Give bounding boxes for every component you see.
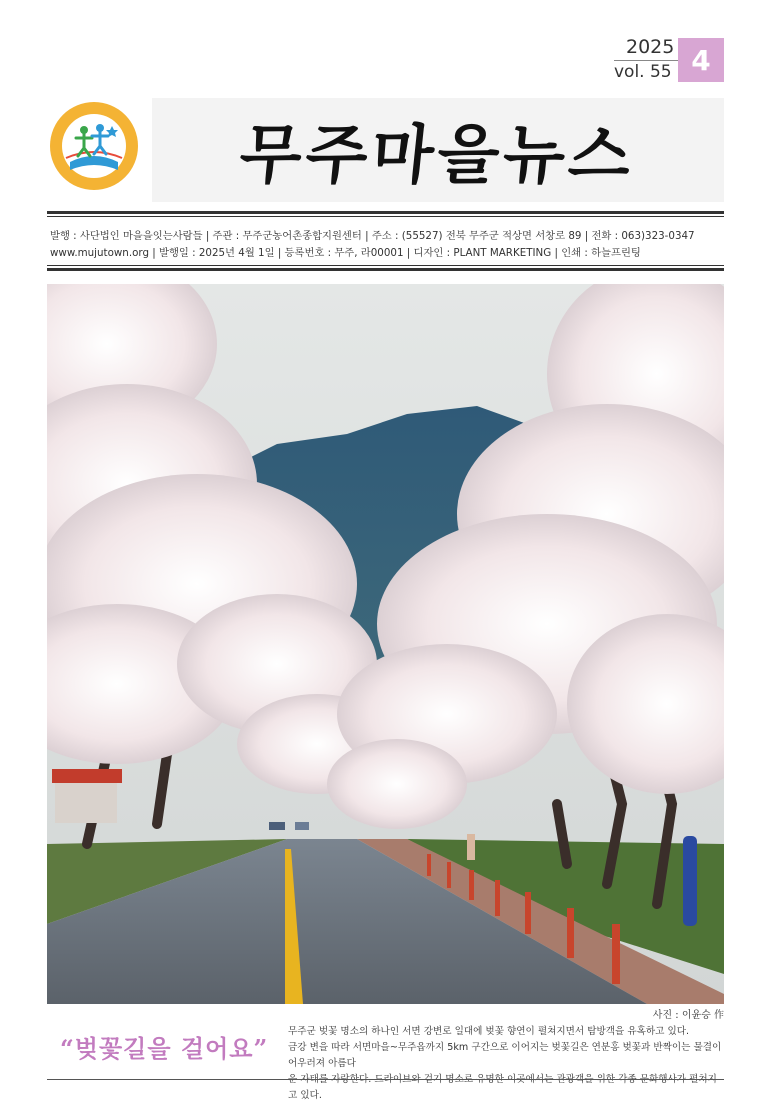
logo-emblem-icon [48, 100, 140, 192]
community-logo [48, 100, 140, 192]
publication-info-line1: 발행 : 사단법인 마을을잇는사람들 | 주관 : 무주군농어촌종합지원센터 | 주소 : (55527) 전북 무주군 적상면 서창로 89 | 전화 : 063)323-0347 [50, 230, 695, 242]
issue-year: 2025 [626, 36, 675, 58]
header-rule-top-thin [47, 216, 724, 217]
issue-block [608, 36, 726, 84]
caption-line: 고 있다. [288, 1090, 322, 1101]
header-rule-bottom-thin [47, 265, 724, 266]
caption-title: “벚꽃길을 걸어요” [60, 1033, 269, 1063]
cover-photo [47, 284, 724, 1004]
issue-number-badge: 4 [678, 38, 724, 82]
issue-volume: vol. 55 [614, 62, 672, 82]
caption-body [288, 1024, 726, 1104]
header-rule-bottom [47, 268, 724, 271]
masthead-title: 무주마을뉴스 [235, 118, 639, 193]
footer-rule [47, 1079, 724, 1080]
issue-divider [614, 60, 678, 61]
header-rule-top [47, 211, 724, 214]
publication-info-line2: www.mujutown.org | 발행일 : 2025년 4월 1일 | 등록번호 : 무주, 라00001 | 디자인 : PLANT MARKETING | 인쇄 : 하늘프린팅 [50, 247, 641, 259]
caption-line: 무주군 벚꽃 명소의 하나인 서면 강변로 일대에 벚꽃 향연이 펼쳐지면서 탐방객을 유혹하고 있다. [288, 1026, 690, 1037]
photo-credit: 사진 : 이윤승 作 [652, 1010, 724, 1021]
cherry-blossom-road-image [47, 284, 724, 1004]
caption-line: 금강 변을 따라 서면마을~무주읍까지 5km 구간으로 이어지는 벚꽃길은 연분홍 벚꽃과 반짝이는 물결이 어우러져 아름다 [288, 1042, 722, 1069]
